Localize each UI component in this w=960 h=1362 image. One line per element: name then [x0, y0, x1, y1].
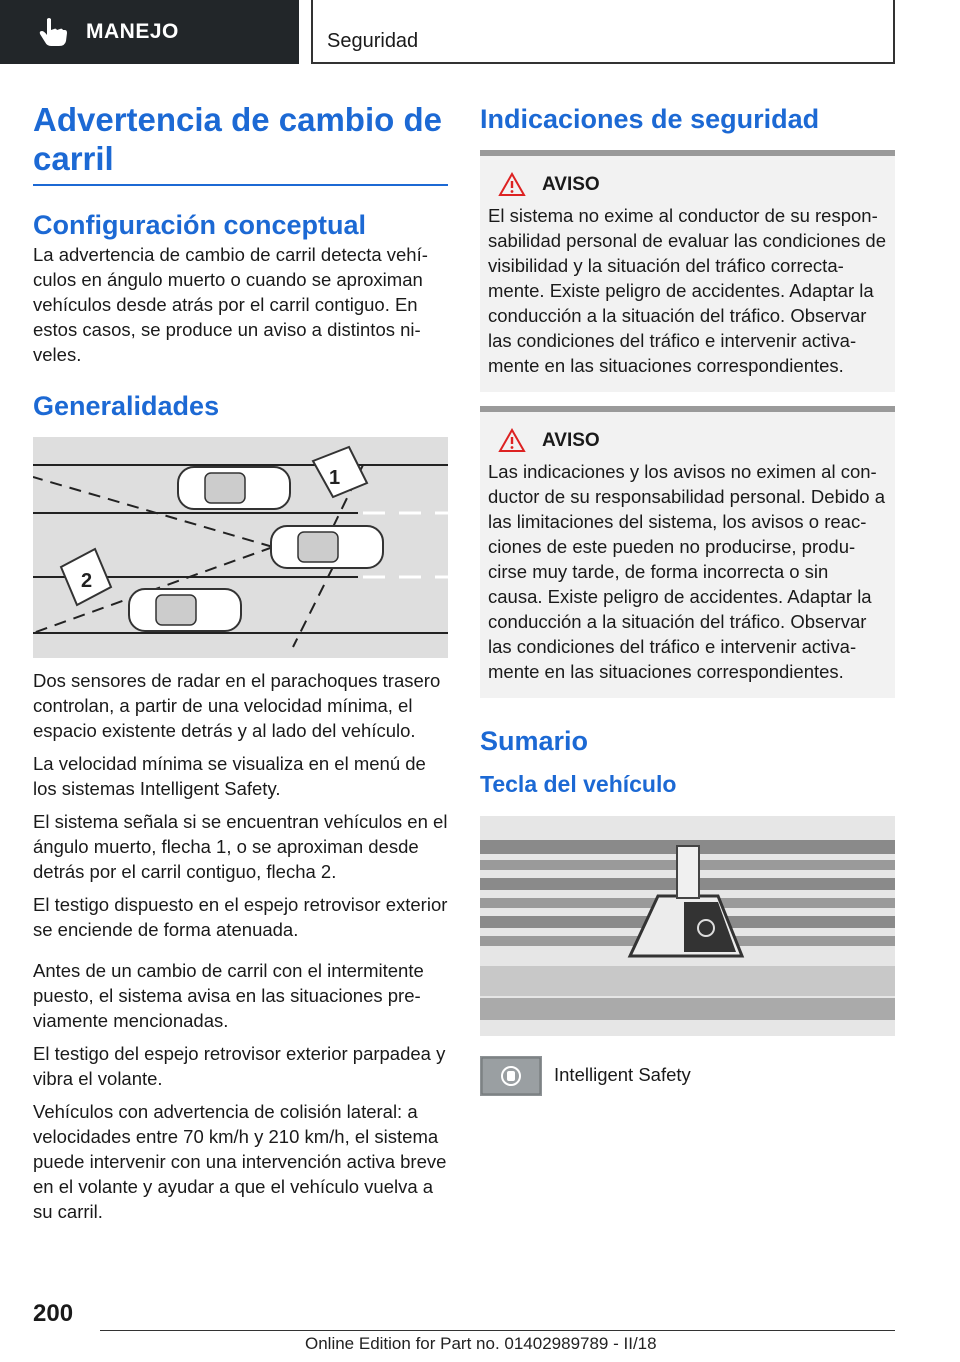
general-paragraph: Antes de un cambio de carril con el intermitente puesto, el sistema avisa en las situaciones previamente mencionadas. — [33, 960, 424, 1031]
warning-triangle-icon — [498, 428, 526, 453]
page-title: Advertencia de cambio de carril — [33, 100, 448, 186]
car-top — [178, 467, 290, 509]
subsection-label: Seguridad — [327, 30, 419, 52]
general-paragraph: El sistema señala si se encuentran vehículos en el ángulo muerto, flecha 1, o se aproximan desde detrás por el carril contiguo, flecha 2. — [33, 811, 448, 882]
hand-pointer-icon — [36, 15, 70, 49]
svg-text:1: 1 — [329, 467, 341, 489]
general-paragraph: La velocidad mínima se visualiza en el menú de los sistemas Intelligent Safety. — [33, 753, 426, 799]
general-paragraph: El testigo del espejo retrovisor exterior parpadea y vibra el volante. — [33, 1043, 446, 1089]
key-label: Intelligent Safety — [554, 1064, 691, 1085]
right-column — [480, 100, 895, 1096]
page-number: 200 — [33, 1300, 74, 1327]
concept-text: La advertencia de cambio de carril detecta vehículos en ángulo muerto o cuando se aproximan vehículos desde atrás por el carril contiguo. En estos casos, se produce un aviso a distintos niveles. — [33, 244, 428, 365]
warning-label: AVISO — [542, 173, 600, 195]
general-paragraph: Vehículos con advertencia de colisión lateral: a velocidades entre 70 km/h y 210 km/h, el sistema puede intervenir con una intervención activa breve en el volante y ayudar a que el vehículo vuelva a su carril. — [33, 1101, 447, 1222]
summary-heading: Sumario — [480, 726, 589, 756]
car-middle — [271, 526, 383, 568]
blind-spot-diagram — [33, 437, 448, 658]
warning-text: Las indicaciones y los avisos no eximen al conductor de su responsabilidad personal. Debido a las limitaciones del sistema, los avisos o reacciones de este pueden no producirse, producirse muy tarde, de forma incorrecta o sin causa. Existe peligro de accidentes. Adaptar la conducción a la situación del tráfico. Observar las condiciones del tráfico e intervenir activamente en las situaciones correspondientes. — [488, 461, 885, 682]
warning-box — [480, 406, 895, 698]
key-legend-row — [480, 1056, 895, 1096]
key-heading: Tecla del vehículo — [480, 771, 677, 797]
warning-text: El sistema no exime al conductor de su responsabilidad personal de evaluar las condiciones de visibilidad y la situación del tráfico correctamente. Existe peligro de accidentes. Adaptar la conducción a la situación del tráfico. Observar las condiciones del tráfico e intervenir activamente en las situaciones correspondientes. — [488, 205, 887, 376]
car-bottom — [129, 589, 241, 631]
section-tab — [0, 0, 299, 64]
general-heading: Generalidades — [33, 391, 220, 421]
general-paragraph: El testigo dispuesto en el espejo retrovisor exterior se enciende de forma atenuada. — [33, 894, 448, 940]
svg-text:2: 2 — [81, 570, 93, 592]
warning-box — [480, 150, 895, 392]
safety-heading: Indicaciones de seguridad — [480, 104, 820, 134]
subsection-tab — [311, 0, 895, 64]
footer-divider — [100, 1330, 895, 1331]
vehicle-button-photo — [480, 816, 895, 1036]
warning-triangle-icon — [498, 172, 526, 197]
intelligent-safety-button-icon — [480, 1056, 542, 1096]
concept-heading: Configuración conceptual — [33, 210, 367, 240]
edition-note: Online Edition for Part no. 01402989789 - II/18 — [305, 1334, 657, 1353]
general-paragraph: Dos sensores de radar en el parachoques trasero controlan, a partir de una velocidad mínima, el espacio existente detrás y al lado del vehículo. — [33, 670, 441, 741]
section-label: MANEJO — [86, 20, 179, 43]
warning-label: AVISO — [542, 429, 600, 451]
left-column — [33, 100, 448, 1232]
